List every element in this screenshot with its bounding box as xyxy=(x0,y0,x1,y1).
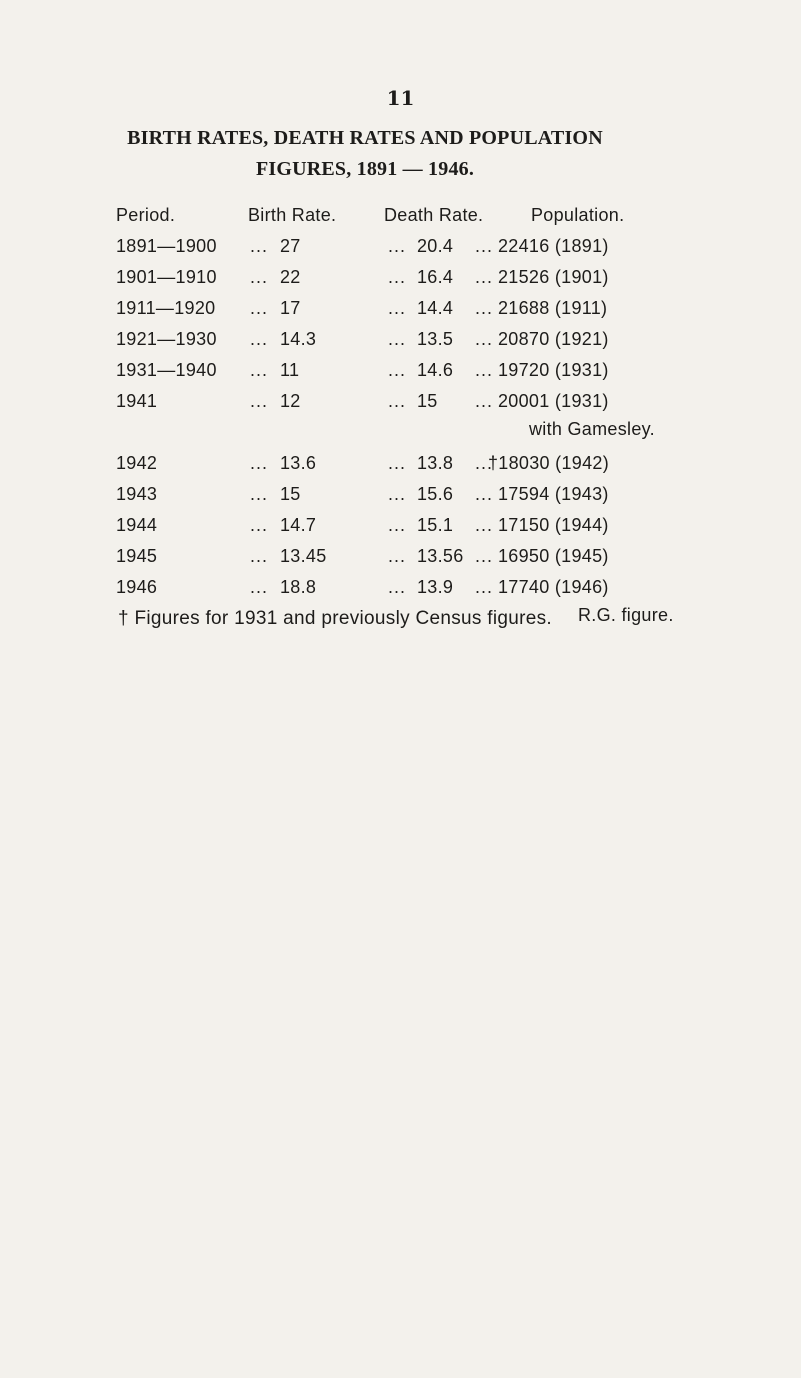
cell-birth-rate: 14.7 xyxy=(280,515,317,535)
cell-birth-rate: 13.45 xyxy=(280,546,327,566)
dot-leader: ... xyxy=(475,546,494,566)
cell-period: 1943 xyxy=(116,484,158,504)
dot-leader: ... xyxy=(250,360,269,380)
cell-birth-rate: 14.3 xyxy=(280,329,317,349)
dot-leader: ... xyxy=(475,484,494,504)
dot-leader: ... xyxy=(250,546,269,566)
dot-leader: ... xyxy=(475,236,494,256)
cell-period: 1941 xyxy=(116,391,158,411)
dot-leader: ... xyxy=(388,515,407,535)
cell-period: 1942 xyxy=(116,453,158,473)
cell-death-rate: 13.9 xyxy=(417,577,454,597)
cell-population: 20001 (1931) xyxy=(498,391,609,411)
cell-period: 1944 xyxy=(116,515,158,535)
cell-death-rate: 13.5 xyxy=(417,329,454,349)
dot-leader: ... xyxy=(250,577,269,597)
title-line-2: FIGURES, 1891 — 1946. xyxy=(255,158,475,180)
cell-period: 1911—1920 xyxy=(116,298,216,318)
cell-birth-rate: 12 xyxy=(280,391,301,411)
dot-leader: ... xyxy=(388,391,407,411)
dot-leader: ... xyxy=(475,360,494,380)
dot-leader: ... xyxy=(388,453,407,473)
cell-death-rate: 13.56 xyxy=(417,546,464,566)
dot-leader: ... xyxy=(475,267,494,287)
dot-leader: ... xyxy=(250,391,269,411)
cell-death-rate: 15 xyxy=(417,391,438,411)
dot-leader: ... xyxy=(388,360,407,380)
dot-leader: ... xyxy=(475,515,494,535)
cell-birth-rate: 27 xyxy=(280,236,301,256)
cell-population: 17150 (1944) xyxy=(498,515,609,535)
cell-population: †18030 (1942) xyxy=(488,453,609,473)
cell-population: 17740 (1946) xyxy=(498,577,609,597)
cell-population: 16950 (1945) xyxy=(498,546,609,566)
dot-leader: ... xyxy=(250,453,269,473)
cell-period: 1921—1930 xyxy=(116,329,217,349)
cell-population: 20870 (1921) xyxy=(498,329,609,349)
cell-period: 1901—1910 xyxy=(116,267,217,287)
cell-period: 1931—1940 xyxy=(116,360,217,380)
cell-population-note: with Gamesley. xyxy=(529,419,655,439)
dot-leader: ... xyxy=(250,236,269,256)
cell-population: 19720 (1931) xyxy=(498,360,609,380)
header-population: Population. xyxy=(531,205,625,225)
dot-leader: ... xyxy=(250,484,269,504)
cell-birth-rate: 22 xyxy=(280,267,301,287)
cell-death-rate: 15.1 xyxy=(417,515,454,535)
title-line-1: BIRTH RATES, DEATH RATES AND POPULATION xyxy=(127,127,603,149)
header-death-rate: Death Rate. xyxy=(384,205,484,225)
cell-period: 1891—1900 xyxy=(116,236,217,256)
dot-leader: ... xyxy=(388,236,407,256)
cell-population-note: R.G. figure. xyxy=(578,605,674,625)
cell-period: 1945 xyxy=(116,546,158,566)
cell-death-rate: 15.6 xyxy=(417,484,454,504)
dot-leader: ... xyxy=(475,329,494,349)
cell-population: 17594 (1943) xyxy=(498,484,609,504)
cell-birth-rate: 18.8 xyxy=(280,577,317,597)
page-number: 11 xyxy=(386,86,415,110)
cell-period: 1946 xyxy=(116,577,158,597)
cell-death-rate: 20.4 xyxy=(417,236,454,256)
cell-population: 21688 (1911) xyxy=(498,298,608,318)
cell-death-rate: 16.4 xyxy=(417,267,454,287)
dot-leader: ... xyxy=(388,484,407,504)
dot-leader: ... xyxy=(475,391,494,411)
dot-leader: ... xyxy=(388,329,407,349)
cell-death-rate: 14.4 xyxy=(417,298,454,318)
dot-leader: ... xyxy=(475,298,494,318)
cell-birth-rate: 15 xyxy=(280,484,301,504)
dot-leader: ... xyxy=(250,329,269,349)
cell-death-rate: 13.8 xyxy=(417,453,454,473)
cell-population: 22416 (1891) xyxy=(498,236,609,256)
dot-leader: ... xyxy=(475,453,494,473)
header-period: Period. xyxy=(116,205,176,225)
dot-leader: ... xyxy=(475,577,494,597)
cell-death-rate: 14.6 xyxy=(417,360,454,380)
dot-leader: ... xyxy=(250,267,269,287)
cell-birth-rate: 17 xyxy=(280,298,301,318)
dot-leader: ... xyxy=(388,298,407,318)
dot-leader: ... xyxy=(250,515,269,535)
header-birth-rate: Birth Rate. xyxy=(248,205,337,225)
dot-leader: ... xyxy=(388,267,407,287)
cell-birth-rate: 11 xyxy=(280,360,300,380)
dot-leader: ... xyxy=(388,577,407,597)
footnote: † Figures for 1931 and previously Census figures. xyxy=(118,608,552,629)
dot-leader: ... xyxy=(250,298,269,318)
dot-leader: ... xyxy=(388,546,407,566)
cell-birth-rate: 13.6 xyxy=(280,453,317,473)
cell-population: 21526 (1901) xyxy=(498,267,609,287)
